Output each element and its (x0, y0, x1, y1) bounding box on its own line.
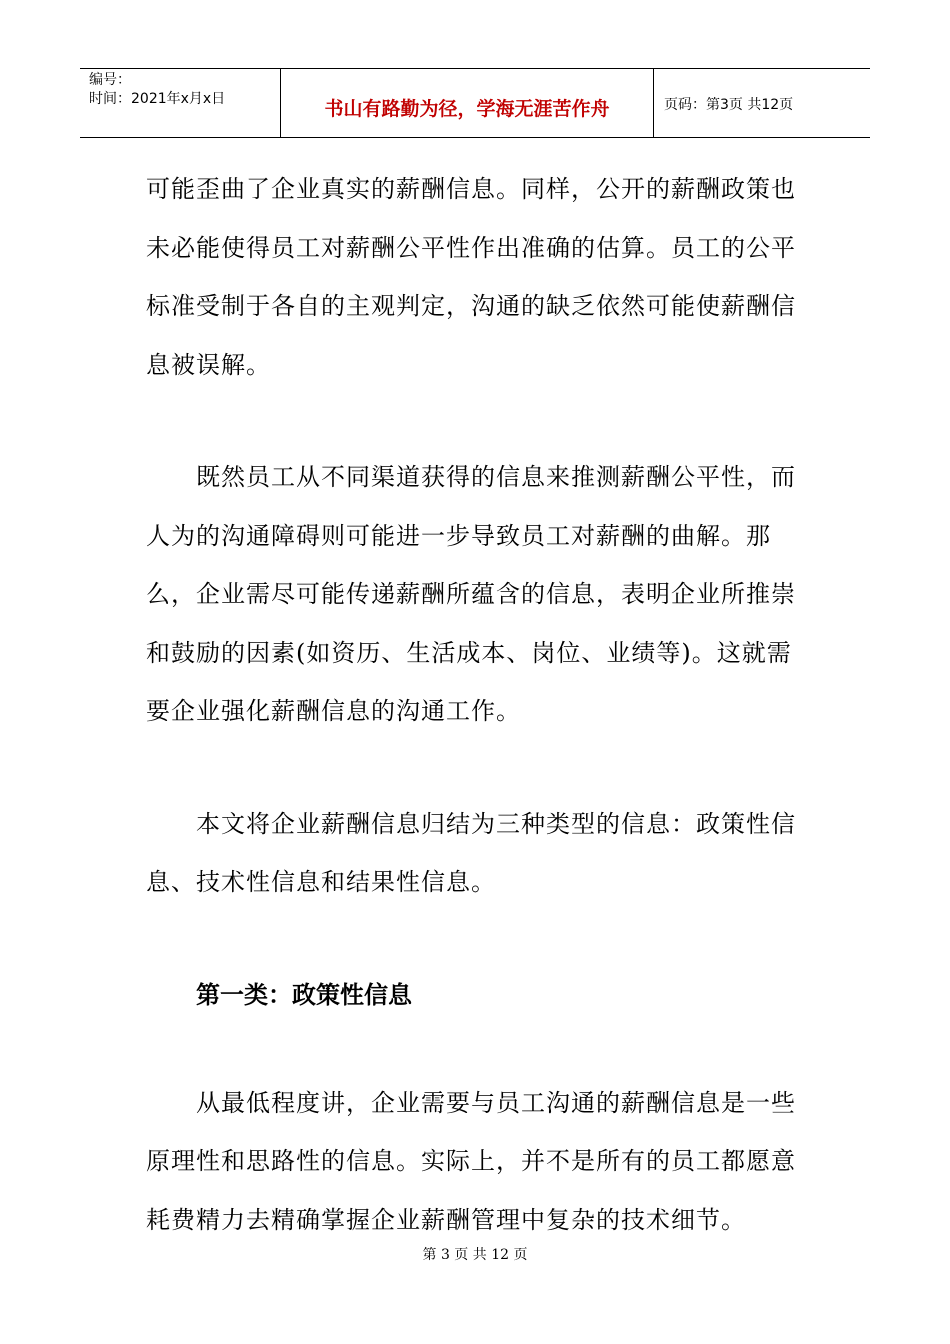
page-footer: 第 3 页 共 12 页 (422, 1247, 528, 1263)
number-label: 编号： (89, 72, 131, 88)
paragraph-3: 本文将企业薪酬信息归结为三种类型的信息：政策性信息、技术性信息和结果性信息。 (146, 809, 796, 896)
motto: 书山有路勤为径，学海无涯苦作舟 (324, 98, 610, 120)
page-info: 页码：第3页 共12页 (664, 97, 794, 113)
header-page-cell (654, 69, 870, 137)
paragraph-4: 从最低程度讲，企业需要与员工沟通的薪酬信息是一些原理性和思路性的信息。实际上，并不是所有的员工都愿意耗费精力去精确掌握企业薪酬管理中复杂的技术细节。 (146, 1088, 796, 1234)
document-header (80, 68, 870, 138)
time-label: 时间：2021年x月x日 (89, 91, 226, 107)
header-meta-cell (80, 69, 281, 137)
paragraph-2: 既然员工从不同渠道获得的信息来推测薪酬公平性，而人为的沟通障碍则可能进一步导致员工对薪酬的曲解。那么，企业需尽可能传递薪酬所蕴含的信息，表明企业所推崇和鼓励的因素(如资历、生活成本、岗位、业绩等)。这就需要企业强化薪酬信息的沟通工作。 (146, 463, 796, 725)
document-body (146, 160, 796, 1249)
section-heading: 第一类：政策性信息 (196, 980, 412, 1009)
paragraph-1: 可能歪曲了企业真实的薪酬信息。同样，公开的薪酬政策也未必能使得员工对薪酬公平性作出准确的估算。员工的公平标准受制于各自的主观判定，沟通的缺乏依然可能使薪酬信息被误解。 (146, 175, 796, 379)
header-motto-cell (281, 69, 654, 137)
